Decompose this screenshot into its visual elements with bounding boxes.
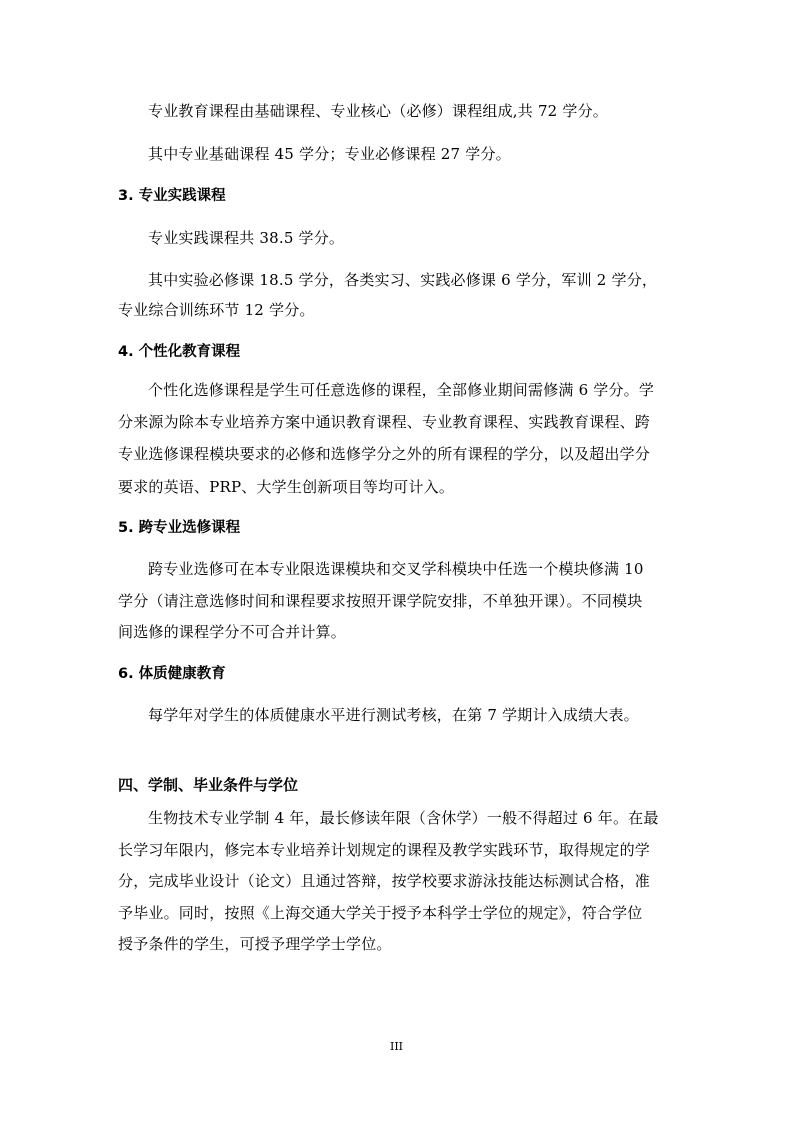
paragraph-degree-line5: 授予条件的学生，可授予理学学士学位。 xyxy=(118,935,392,953)
paragraph-practice-total: 专业实践课程共 38.5 学分。 xyxy=(148,229,345,247)
paragraph-degree-line1: 生物技术专业学制 4 年，最长修读年限（含休学）一般不得超过 6 年。在最 xyxy=(148,809,659,827)
paragraph-personalized-line4: 要求的英语、PRP、大学生创新项目等均可计入。 xyxy=(118,478,455,496)
heading-cross-major-courses: 5. 跨专业选修课程 xyxy=(118,520,241,536)
paragraph-personalized-line3: 专业选修课程模块要求的必修和选修学分之外的所有课程的学分，以及超出学分 xyxy=(118,445,651,463)
heading-personalized-courses: 4. 个性化教育课程 xyxy=(118,344,241,360)
paragraph-physical-health: 每学年对学生的体质健康水平进行测试考核，在第 7 学期计入成绩大表。 xyxy=(148,706,639,724)
paragraph-professional-education-total: 专业教育课程由基础课程、专业核心（必修）课程组成,共 72 学分。 xyxy=(148,102,608,120)
paragraph-degree-line3: 分，完成毕业设计（论文）且通过答辩，按学校要求游泳技能达标测试合格，准 xyxy=(118,872,651,890)
paragraph-cross-major-line1: 跨专业选修可在本专业限选课模块和交叉学科模块中任选一个模块修满 10 xyxy=(148,560,644,578)
paragraph-degree-line4: 予毕业。同时，按照《上海交通大学关于授予本科学士学位的规定》，符合学位 xyxy=(118,904,643,922)
heading-physical-health: 6. 体质健康教育 xyxy=(118,666,226,682)
paragraph-personalized-line1: 个性化选修课程是学生可任意选修的课程，全部修业期间需修满 6 学分。学 xyxy=(148,381,655,399)
paragraph-practice-breakdown-line1: 其中实验必修课 18.5 学分，各类实习、实践必修课 6 学分，军训 2 学分， xyxy=(148,271,658,289)
paragraph-practice-breakdown-line2: 专业综合训练环节 12 学分。 xyxy=(118,301,315,319)
section-heading-degree: 四、学制、毕业条件与学位 xyxy=(118,776,299,794)
paragraph-cross-major-line3: 间选修的课程学分不可合并计算。 xyxy=(118,623,347,641)
page-number: III xyxy=(389,1040,404,1053)
paragraph-cross-major-line2: 学分（请注意选修时间和课程要求按照开课学院安排，不单独开课）。不同模块 xyxy=(118,592,643,610)
heading-practice-courses: 3. 专业实践课程 xyxy=(118,188,226,204)
paragraph-degree-line2: 长学习年限内，修完本专业培养计划规定的课程及教学实践环节，取得规定的学 xyxy=(118,841,651,859)
paragraph-personalized-line2: 分来源为除本专业培养方案中通识教育课程、专业教育课程、实践教育课程、跨 xyxy=(118,413,651,431)
paragraph-professional-education-breakdown: 其中专业基础课程 45 学分；专业必修课程 27 学分。 xyxy=(148,145,511,163)
